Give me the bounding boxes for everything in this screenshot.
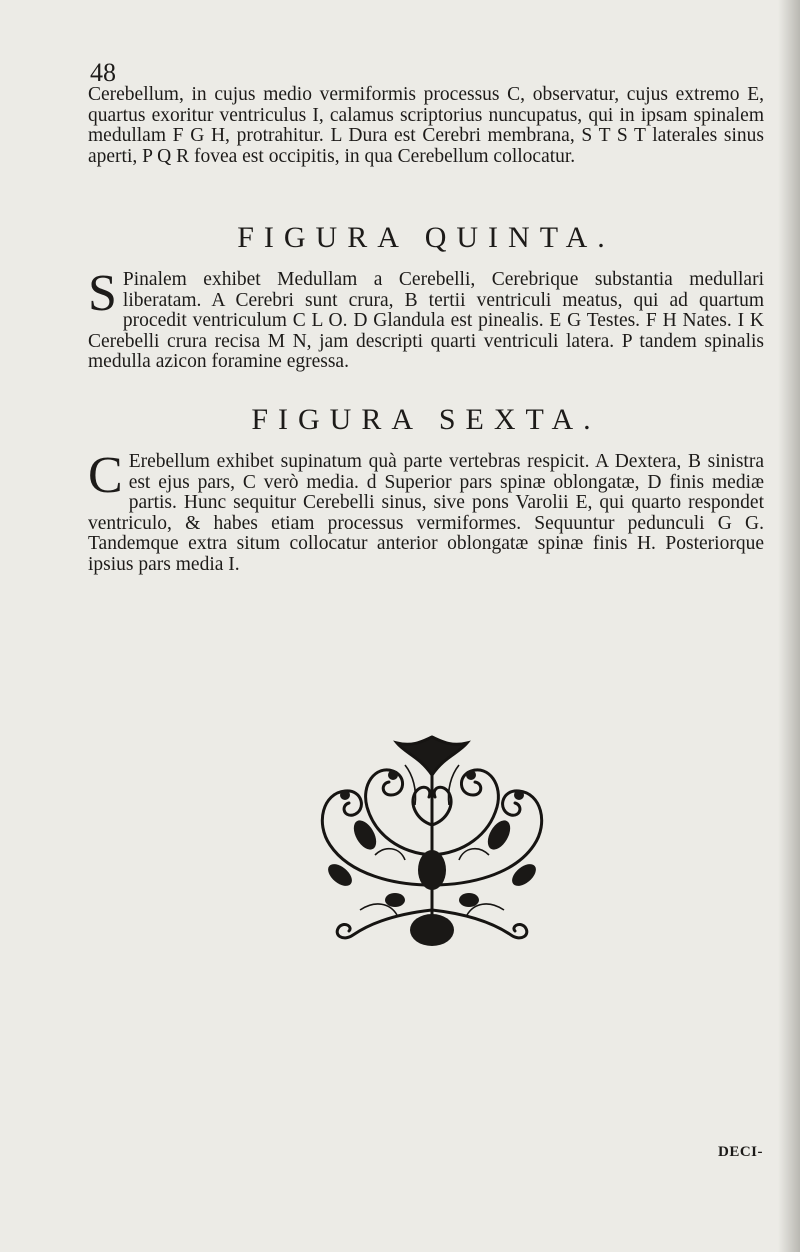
baroque-foliage-ornament-icon xyxy=(305,735,560,950)
figura-sexta-dropcap: C xyxy=(88,447,123,504)
figura-sexta-heading: FIGURA SEXTA. xyxy=(251,403,601,436)
figura-quinta-paragraph xyxy=(88,265,764,373)
page-number: 48 xyxy=(90,58,116,87)
intro-paragraph: Cerebellum, in cujus medio vermiformis processus C, observatur, cujus extremo E, quartus exoritur ventriculus I, calamus scriptorius nuncupatus, qui in ipsam spinalem medullam F G H, protrahitur. L Dura est Cerebri membrana, S T S T laterales sinus aperti, P Q R fovea est occipitis, in qua Cerebellum collocatur. xyxy=(88,84,764,167)
figura-quinta-heading: FIGURA QUINTA. xyxy=(237,221,615,254)
figura-quinta-dropcap: S xyxy=(88,265,117,322)
page-edge-shadow xyxy=(778,0,800,1252)
catchword: DECI- xyxy=(718,1144,764,1160)
figura-sexta-text: Erebellum exhibet supinatum quà parte vertebras respicit. A Dextera, B sinistra est ejus pars, C verò media. d Superior pars spinæ oblongatæ, D finis mediæ partis. Hunc sequitur Cerebelli sinus, sive pons Varolii E, qui quarto respondet ventriculo, & habes etiam processus vermiformes. Sequuntur pedunculi G G. Tandemque extra situm collocatur anterior oblongatæ spinæ finis H. Posteriorque ipsius pars media I. xyxy=(88,451,764,575)
figura-quinta-text: Pinalem exhibet Medullam a Cerebelli, Cerebrique substantia medullari liberatam. A Cerebri sunt crura, B tertii ventriculi meatus, qui ad quartum procedit ventriculum C L O. D Glandula est pinealis. E G Testes. F H Nates. I K Cerebelli crura recisa M N, jam descripti quarti ventriculi latera. P tandem spinalis medulla azicon foramine egressa. xyxy=(88,269,764,372)
figura-sexta-paragraph xyxy=(88,447,764,575)
